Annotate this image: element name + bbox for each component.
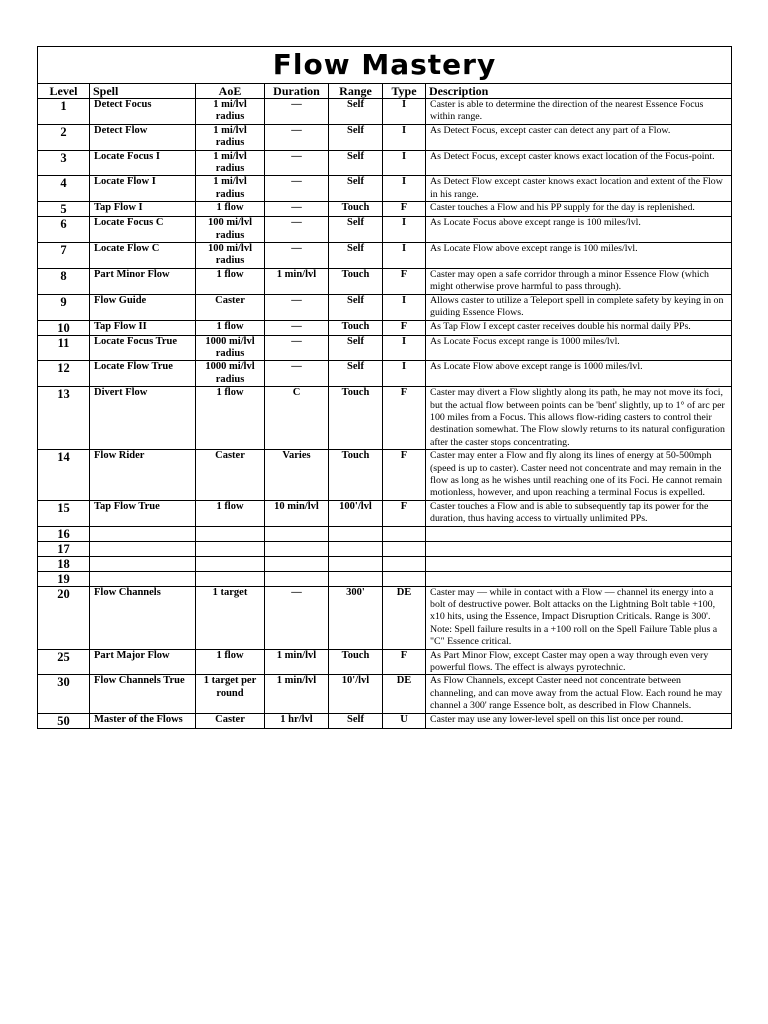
cell-type: F [383, 387, 426, 450]
cell-aoe: 1 flow [196, 387, 265, 450]
cell-level: 7 [38, 243, 90, 269]
table-row [38, 217, 732, 243]
cell-range: Touch [329, 450, 383, 501]
cell-level: 11 [38, 335, 90, 361]
cell-description: Allows caster to utilize a Teleport spell in complete safety by keying in on guiding Essence Flows. [426, 294, 732, 320]
cell-spell: Locate Flow True [90, 361, 196, 387]
cell-aoe: 1 mi/lvl radius [196, 150, 265, 176]
cell-duration [265, 556, 329, 571]
cell-description: Caster may enter a Flow and fly along its lines of energy at 50-500mph (speed is up to caster). Caster need not concentrate and may remain in the flow as long as he wishes until reaching one of its Foci. He cannot remain motionless, however, and upon reaching a terminal Focus is expelled. [426, 450, 732, 501]
cell-duration: C [265, 387, 329, 450]
cell-spell: Tap Flow II [90, 320, 196, 335]
table-row [38, 450, 732, 501]
cell-spell: Divert Flow [90, 387, 196, 450]
cell-duration: — [265, 320, 329, 335]
cell-range: Self [329, 124, 383, 150]
cell-type: I [383, 294, 426, 320]
cell-duration: 1 min/lvl [265, 268, 329, 294]
header-aoe: AoE [196, 84, 265, 99]
cell-spell [90, 571, 196, 586]
cell-level: 1 [38, 99, 90, 125]
cell-spell: Locate Flow C [90, 243, 196, 269]
cell-type: DE [383, 586, 426, 649]
cell-spell [90, 526, 196, 541]
cell-level: 20 [38, 586, 90, 649]
cell-type: F [383, 450, 426, 501]
cell-level: 16 [38, 526, 90, 541]
cell-type: F [383, 649, 426, 675]
table-row [38, 713, 732, 728]
cell-aoe: 1 mi/lvl radius [196, 176, 265, 202]
cell-description: As Detect Focus, except caster can detect any part of a Flow. [426, 124, 732, 150]
cell-duration: — [265, 99, 329, 125]
table-row [38, 675, 732, 713]
cell-range [329, 556, 383, 571]
header-type: Type [383, 84, 426, 99]
cell-type: I [383, 243, 426, 269]
cell-duration: — [265, 202, 329, 217]
cell-description: As Detect Focus, except caster knows exact location of the Focus-point. [426, 150, 732, 176]
cell-type: I [383, 361, 426, 387]
cell-description: As Locate Focus above except range is 100 miles/lvl. [426, 217, 732, 243]
header-level: Level [38, 84, 90, 99]
cell-range: Touch [329, 202, 383, 217]
cell-level: 30 [38, 675, 90, 713]
table-row [38, 294, 732, 320]
cell-range: Touch [329, 387, 383, 450]
cell-type: DE [383, 675, 426, 713]
cell-level: 17 [38, 541, 90, 556]
cell-level: 2 [38, 124, 90, 150]
cell-spell: Part Major Flow [90, 649, 196, 675]
table-row [38, 556, 732, 571]
cell-duration [265, 541, 329, 556]
cell-range: Self [329, 713, 383, 728]
cell-spell: Detect Flow [90, 124, 196, 150]
table-row [38, 150, 732, 176]
cell-aoe: 1 flow [196, 202, 265, 217]
cell-spell: Flow Guide [90, 294, 196, 320]
cell-aoe [196, 556, 265, 571]
cell-range: Self [329, 217, 383, 243]
table-row [38, 176, 732, 202]
cell-aoe: 1 mi/lvl radius [196, 99, 265, 125]
cell-description: As Locate Flow above except range is 1000 miles/lvl. [426, 361, 732, 387]
cell-duration: — [265, 217, 329, 243]
cell-description: As Locate Focus except range is 1000 miles/lvl. [426, 335, 732, 361]
cell-range: Self [329, 176, 383, 202]
cell-aoe: 1 target per round [196, 675, 265, 713]
cell-spell: Locate Focus C [90, 217, 196, 243]
cell-description: Caster may — while in contact with a Flow — channel its energy into a bolt of destructive power. Bolt attacks on the Lightning Bolt table +100, x10 hits, using the Essence, Impact Disruption Criticals. Range is 300'. Note: Spell failure results in a +100 roll on the Spell Failure Table plus a "C" Essence critical. [426, 586, 732, 649]
cell-level: 6 [38, 217, 90, 243]
cell-duration [265, 571, 329, 586]
cell-description: As Locate Flow above except range is 100 miles/lvl. [426, 243, 732, 269]
cell-aoe [196, 571, 265, 586]
cell-range [329, 526, 383, 541]
cell-description [426, 556, 732, 571]
cell-type: I [383, 335, 426, 361]
cell-aoe: 100 mi/lvl radius [196, 243, 265, 269]
cell-type: F [383, 500, 426, 526]
table-row [38, 586, 732, 649]
table-row [38, 500, 732, 526]
cell-duration [265, 526, 329, 541]
header-spell: Spell [90, 84, 196, 99]
cell-duration: — [265, 150, 329, 176]
cell-spell: Locate Focus True [90, 335, 196, 361]
table-row [38, 99, 732, 125]
cell-level: 12 [38, 361, 90, 387]
cell-range: 300' [329, 586, 383, 649]
cell-duration: 1 min/lvl [265, 675, 329, 713]
cell-range: Touch [329, 649, 383, 675]
cell-description: As Detect Flow except caster knows exact location and extent of the Flow in his range. [426, 176, 732, 202]
cell-aoe: 1 flow [196, 500, 265, 526]
cell-aoe: 1 mi/lvl radius [196, 124, 265, 150]
cell-range: Self [329, 99, 383, 125]
cell-description: As Part Minor Flow, except Caster may open a way through even very powerful flows. The effect is always pyrotechnic. [426, 649, 732, 675]
cell-type: I [383, 217, 426, 243]
cell-description: Caster may divert a Flow slightly along its path, he may not move its foci, but the actual flow between points can be 'bent' slightly, up to 1° of arc per 100 miles from a Focus. This allows flow-riding casters to control their destination somewhat. The Flow slowly returns to its natural configuration after the caster stops concentrating. [426, 387, 732, 450]
cell-aoe: 1000 mi/lvl radius [196, 335, 265, 361]
cell-range: Self [329, 243, 383, 269]
cell-duration: 1 min/lvl [265, 649, 329, 675]
cell-type [383, 526, 426, 541]
table-row [38, 335, 732, 361]
cell-aoe: 100 mi/lvl radius [196, 217, 265, 243]
header-description: Description [426, 84, 732, 99]
cell-duration: — [265, 294, 329, 320]
table-row [38, 243, 732, 269]
cell-spell: Part Minor Flow [90, 268, 196, 294]
cell-description: As Flow Channels, except Caster need not concentrate between channeling, and can move away from the actual Flow. Each round he may channel a 300' range Essence bolt, as described in Flow Channels. [426, 675, 732, 713]
spell-list-sheet [37, 46, 731, 729]
cell-spell [90, 556, 196, 571]
cell-type: U [383, 713, 426, 728]
table-row [38, 202, 732, 217]
cell-range: Touch [329, 268, 383, 294]
cell-aoe: Caster [196, 713, 265, 728]
table-row [38, 124, 732, 150]
table-row [38, 541, 732, 556]
cell-spell: Locate Flow I [90, 176, 196, 202]
cell-range: Self [329, 361, 383, 387]
cell-duration: — [265, 586, 329, 649]
cell-duration: — [265, 176, 329, 202]
cell-level: 13 [38, 387, 90, 450]
cell-description: Caster may open a safe corridor through a minor Essence Flow (which might otherwise prove harmful to pass through). [426, 268, 732, 294]
cell-duration: 1 hr/lvl [265, 713, 329, 728]
page-title: Flow Mastery [38, 47, 732, 84]
cell-range: Touch [329, 320, 383, 335]
cell-type [383, 556, 426, 571]
cell-description: Caster is able to determine the direction of the nearest Essence Focus within range. [426, 99, 732, 125]
cell-range: Self [329, 335, 383, 361]
table-row [38, 320, 732, 335]
cell-aoe [196, 526, 265, 541]
cell-spell: Flow Rider [90, 450, 196, 501]
cell-aoe: Caster [196, 294, 265, 320]
cell-level: 14 [38, 450, 90, 501]
cell-duration: 10 min/lvl [265, 500, 329, 526]
cell-type: F [383, 320, 426, 335]
cell-level: 25 [38, 649, 90, 675]
header-range: Range [329, 84, 383, 99]
cell-description: Caster touches a Flow and is able to subsequently tap its power for the duration, thus having access to virtually unlimited PPs. [426, 500, 732, 526]
table-row [38, 571, 732, 586]
table-row [38, 268, 732, 294]
cell-aoe: 1 target [196, 586, 265, 649]
cell-aoe [196, 541, 265, 556]
cell-description: Caster touches a Flow and his PP supply for the day is replenished. [426, 202, 732, 217]
header-duration: Duration [265, 84, 329, 99]
cell-description [426, 541, 732, 556]
cell-type: I [383, 176, 426, 202]
table-row [38, 361, 732, 387]
cell-spell: Master of the Flows [90, 713, 196, 728]
cell-range: Self [329, 294, 383, 320]
cell-range: 100'/lvl [329, 500, 383, 526]
cell-level: 9 [38, 294, 90, 320]
cell-spell: Flow Channels [90, 586, 196, 649]
cell-description [426, 526, 732, 541]
cell-description [426, 571, 732, 586]
cell-range [329, 541, 383, 556]
cell-range: Self [329, 150, 383, 176]
cell-level: 5 [38, 202, 90, 217]
spell-table [37, 46, 732, 729]
cell-spell: Locate Focus I [90, 150, 196, 176]
cell-aoe: 1000 mi/lvl radius [196, 361, 265, 387]
cell-type [383, 541, 426, 556]
cell-type: I [383, 124, 426, 150]
cell-type: I [383, 150, 426, 176]
cell-type [383, 571, 426, 586]
header-row [38, 84, 732, 99]
cell-level: 15 [38, 500, 90, 526]
cell-level: 3 [38, 150, 90, 176]
cell-type: F [383, 268, 426, 294]
cell-description: As Tap Flow I except caster receives double his normal daily PPs. [426, 320, 732, 335]
cell-level: 19 [38, 571, 90, 586]
table-row [38, 649, 732, 675]
cell-aoe: 1 flow [196, 268, 265, 294]
table-row [38, 387, 732, 450]
cell-range [329, 571, 383, 586]
cell-level: 10 [38, 320, 90, 335]
cell-aoe: 1 flow [196, 320, 265, 335]
cell-aoe: Caster [196, 450, 265, 501]
cell-spell: Detect Focus [90, 99, 196, 125]
cell-level: 50 [38, 713, 90, 728]
cell-level: 18 [38, 556, 90, 571]
cell-level: 4 [38, 176, 90, 202]
cell-spell [90, 541, 196, 556]
cell-range: 10'/lvl [329, 675, 383, 713]
cell-spell: Tap Flow I [90, 202, 196, 217]
cell-spell: Flow Channels True [90, 675, 196, 713]
cell-duration: — [265, 124, 329, 150]
cell-spell: Tap Flow True [90, 500, 196, 526]
cell-description: Caster may use any lower-level spell on this list once per round. [426, 713, 732, 728]
cell-duration: — [265, 335, 329, 361]
cell-duration: Varies [265, 450, 329, 501]
table-row [38, 526, 732, 541]
cell-duration: — [265, 361, 329, 387]
cell-aoe: 1 flow [196, 649, 265, 675]
cell-type: F [383, 202, 426, 217]
cell-duration: — [265, 243, 329, 269]
cell-type: I [383, 99, 426, 125]
cell-level: 8 [38, 268, 90, 294]
